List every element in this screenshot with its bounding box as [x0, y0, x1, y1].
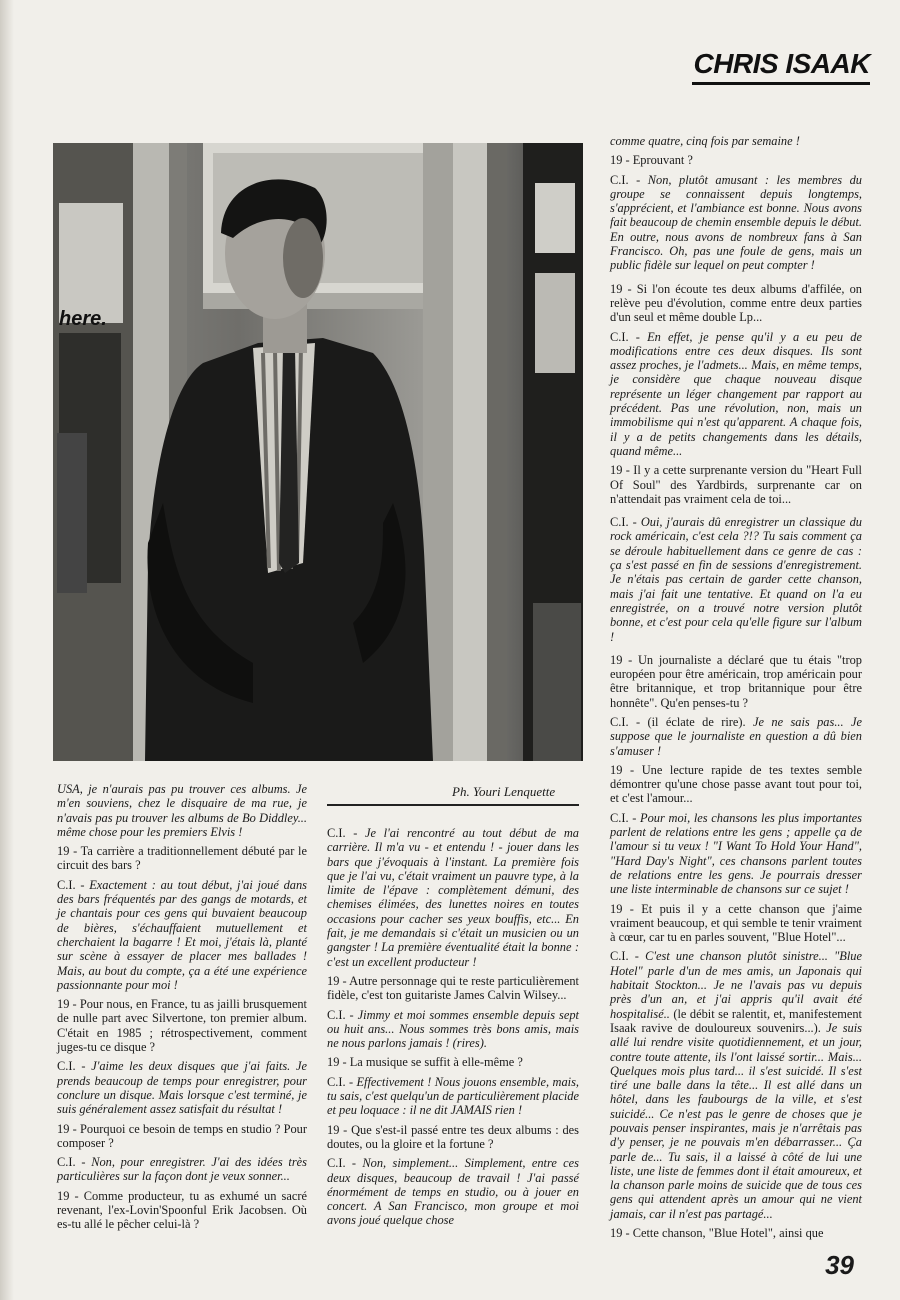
- paragraph: [327, 1008, 579, 1051]
- question-text: 19 - Un journaliste a déclaré que tu étais "trop européen pour être américain, trop américain pour être britannique, et trop britannique pour être honnête". Qu'en penses-tu ?: [610, 652, 862, 710]
- page-spine-shadow: [0, 0, 14, 1300]
- photo-illustration: [53, 143, 583, 761]
- paragraph: [57, 1189, 307, 1232]
- paragraph: [57, 1059, 307, 1116]
- paragraph: [57, 997, 307, 1054]
- answer-text: C'est une chanson plutôt sinistre... "Blue Hotel" parle d'un de mes amis, un Japonais qui habitait Stockton... Je ne l'avais pas vu depuis près d'un an, et j'ai appris qu'il avait été hospitalisé..: [610, 949, 862, 1021]
- paragraph: [57, 1122, 307, 1151]
- answer-text: En effet, je pense qu'il y a eu peu de modifications entre ces deux disques. Ils sont assez proches, je l'admets... Mais, en même temps, je considère que chaque nouveau disque représente un léger changement par rapport au précédent. Pas une révolution, non, mais un immobilisme qui n'est qu'apparent. A chaque fois, il y a de petits changements dans les détails, quand même...: [610, 329, 862, 458]
- photo-credit: Ph. Youri Lenquette: [452, 784, 556, 799]
- question-text: 19 - Ta carrière a traditionnellement débuté par le circuit des bars ?: [57, 844, 307, 873]
- answer-text: Non, simplement... Simplement, entre ces deux disques, beaucoup de travail ! J'ai passé énormément de temps en studio, ou à jouer en concert. A San Francisco, mon groupe et moi avons joué quelque chose: [327, 1156, 579, 1228]
- paragraph: [327, 1055, 579, 1069]
- paragraph: [57, 782, 307, 839]
- answer-text: Je l'ai rencontré au tout début de ma carrière. Il m'a vu - et entendu ! - jouer dans les bars que j'évoquais à l'instant. La première fois que je l'ai vu, c'était vraiment un pauvre type, à la limite de l'épave : complètement démuni, des chemises élimées, des lunettes noires en toutes occasions pour cacher ses yeux bouffis, etc... En fait, je me demandais si c'était un musicien ou un gangster ! La première éventualité était la bonne : c'est un excellent producteur !: [327, 826, 579, 969]
- answer-text: Exactement : au tout début, j'ai joué dans des bars fréquentés par des gangs de motards, et je chantais pour ces gens qui buvaient beaucoup de bières, s'échauffaient mutuellement et cherchaient la bagarre ! Et moi, j'étais là, planté sur scène à essayer de placer mes ballades ! Mais, au bout du compte, ça a été une expérience passionnante pour moi !: [57, 877, 307, 992]
- question-text: C.I. -: [610, 172, 648, 187]
- question-text: 19 - Eprouvant ?: [610, 153, 693, 168]
- header-rule: [692, 82, 870, 85]
- paragraph: [327, 1156, 579, 1227]
- question-text: (le débit se ralentit, et, manifestement Isaak ravive de douloureux souvenirs...).: [610, 1006, 862, 1035]
- paragraph: [610, 949, 862, 1221]
- question-text: 19 - La musique se suffit à elle-même ?: [327, 1055, 523, 1070]
- paragraph: [610, 282, 862, 325]
- paragraph: [610, 153, 862, 167]
- text-column-3: [610, 134, 862, 1245]
- question-text: 19 - Si l'on écoute tes deux albums d'affilée, on relève peu d'évolution, comme entre deux parties d'un seul et même double Lp...: [610, 281, 862, 325]
- paragraph: [610, 134, 862, 148]
- question-text: 19 - Pour nous, en France, tu as jailli brusquement de nulle part avec Silvertone, ton premier album. C'était en 1985 ; rétrospectivement, comment juges-tu ce disque ?: [57, 997, 307, 1055]
- answer-text: USA, je n'aurais pas pu trouver ces albums. Je m'en souviens, chez le disquaire de ma rue, je n'avais pas pu trouver les albums de Bo Diddley... même chose pour les premiers Elvis !: [57, 782, 307, 839]
- column-divider-rule: [327, 804, 579, 806]
- paragraph: [327, 1123, 579, 1152]
- question-text: 19 - Cette chanson, "Blue Hotel", ainsi que: [610, 1226, 824, 1241]
- paragraph: [57, 878, 307, 992]
- paragraph: [610, 902, 862, 945]
- paragraph: [57, 1155, 307, 1184]
- answer-text: Oui, j'aurais dû enregistrer un classique du rock américain, c'est cela ?!? Tu sais comment ça se déroule habituellement dans ce genre de cas : ça s'est passé en fin de sessions d'enregistrement. Je n'étais pas certain de garder cette chanson, mais j'ai fait une tentative. Et quand on l'a eu enregistrée, on a trouvé notre version plutôt bonne, et c'est pour cela qu'elle figure sur l'album !: [610, 515, 862, 644]
- portrait-photo: [53, 143, 583, 761]
- paragraph: [610, 763, 862, 806]
- answer-text: Non, pour enregistrer. J'ai des idées très particulières sur la façon dont je veux sonner...: [57, 1155, 307, 1184]
- answer-text: Je ne sais pas... Je suppose que le journaliste en question a dû bien s'amuser !: [610, 714, 862, 758]
- paragraph: [327, 1075, 579, 1118]
- question-text: C.I. -: [610, 810, 641, 825]
- paragraph: [610, 463, 862, 506]
- question-text: C.I. -: [327, 1156, 363, 1171]
- paragraph: [610, 811, 862, 897]
- question-text: C.I. - (il éclate de rire).: [610, 714, 753, 729]
- answer-text: Je suis allé lui rendre visite quotidiennement, et un jour, contre toute attente, ils l'ont laissé sortir... Mais... Quelques mois plus tard... il s'est suicidé. Il s'est tiré une balle dans la tête... Il est allé dans un hôtel, dans les faubourgs de la ville, et s'est suicidé... Ce n'est pas le genre de choses que je pouvais penser inspirantes, mais je n'arrêtais pas d'y penser, je ne pouvais m'en débarrasser... Ça parle de... Tu sais, il a laissé à côté de lui une liste, une liste de femmes dont il était amoureux, et la chanson parle moins de suicide que de tous ces gens qui attendent après un amour qui ne vient jamais, car il n'est pas partagé...: [610, 1020, 862, 1221]
- answer-text: Non, plutôt amusant : les membres du groupe se connaissent depuis longtemps, s'apprécient, et l'ambiance est bonne. Nous avons fait beaucoup de chemin ensemble depuis le début. En outre, nous avons de nombreux fans à San Francisco. Oh, pas une foule de gens, mais un public fidèle sur lequel on peut compter !: [610, 172, 862, 273]
- paragraph: [327, 974, 579, 1003]
- question-text: 19 - Il y a cette surprenante version du "Heart Full Of Soul" des Yardbirds, surprenante car on n'attendait pas vraiment cela de toi...: [610, 463, 862, 506]
- question-text: 19 - Comme producteur, tu as exhumé un sacré revenant, l'ex-Lovin'Spoonful Erik Jacobsen. Où es-tu allé le pêcher celui-là ?: [57, 1188, 307, 1232]
- question-text: 19 - Pourquoi ce besoin de temps en studio ? Pour composer ?: [57, 1121, 307, 1150]
- paragraph: [327, 826, 579, 969]
- question-text: C.I. -: [57, 877, 90, 892]
- question-text: C.I. -: [327, 1074, 357, 1089]
- paragraph: [57, 844, 307, 873]
- answer-text: Pour moi, les chansons les plus importantes parlent de relations entre les gens ; appelle ça de l'amour si tu veux ! "I Want To Hold Your Hand", "Hard Day's Night", ces chansons parlent toutes de relations entre les gens. Je pourrais dresser une liste interminable de chansons sur ce sujet !: [610, 810, 862, 897]
- text-column-1: [57, 782, 307, 1237]
- question-text: C.I. -: [610, 329, 648, 344]
- question-text: C.I. -: [327, 1007, 358, 1022]
- page-header-title: CHRIS ISAAK: [693, 48, 870, 79]
- storefront-sign-text: here.: [59, 308, 107, 330]
- question-text: C.I. -: [610, 515, 641, 530]
- paragraph: [610, 330, 862, 459]
- paragraph: [610, 515, 862, 644]
- question-text: C.I. -: [327, 826, 365, 840]
- text-column-2: [327, 826, 579, 1233]
- paragraph: [610, 715, 862, 758]
- answer-text: Jimmy et moi sommes ensemble depuis sept ou huit ans... Nous sommes très bons amis, mais ne nous parlons jamais ! (rires).: [327, 1007, 579, 1051]
- question-text: C.I. -: [57, 1059, 92, 1074]
- paragraph: [610, 1226, 862, 1240]
- question-text: 19 - Une lecture rapide de tes textes semble démontrer qu'une chose passe avant tout pour toi, et c'est l'amour...: [610, 762, 862, 806]
- answer-text: comme quatre, cinq fois par semaine !: [610, 134, 800, 148]
- question-text: C.I. -: [610, 949, 646, 964]
- page-number: 39: [825, 1250, 854, 1280]
- question-text: 19 - Que s'est-il passé entre tes deux albums : des doutes, ou la gloire et la fortune ?: [327, 1122, 579, 1151]
- answer-text: Effectivement ! Nous jouons ensemble, mais, tu sais, c'est quelqu'un de particulièrement placide et peu loquace : il ne dit JAMAIS rien !: [327, 1074, 579, 1118]
- paragraph: [610, 173, 862, 273]
- question-text: 19 - Et puis il y a cette chanson que j'aime vraiment beaucoup, et qui semble te tenir vraiment à cœur, car tu en parles souvent, "Blue Hotel"...: [610, 901, 862, 945]
- answer-text: J'aime les deux disques que j'ai faits. Je prends beaucoup de temps pour enregistrer, pour conclure un disque. Mais lorsque c'est terminé, je suis généralement assez satisfait du résultat !: [57, 1059, 307, 1117]
- paragraph: [610, 653, 862, 710]
- question-text: 19 - Autre personnage qui te reste particulièrement fidèle, c'est ton guitariste James Calvin Wilsey...: [327, 973, 579, 1003]
- question-text: C.I. -: [57, 1155, 92, 1170]
